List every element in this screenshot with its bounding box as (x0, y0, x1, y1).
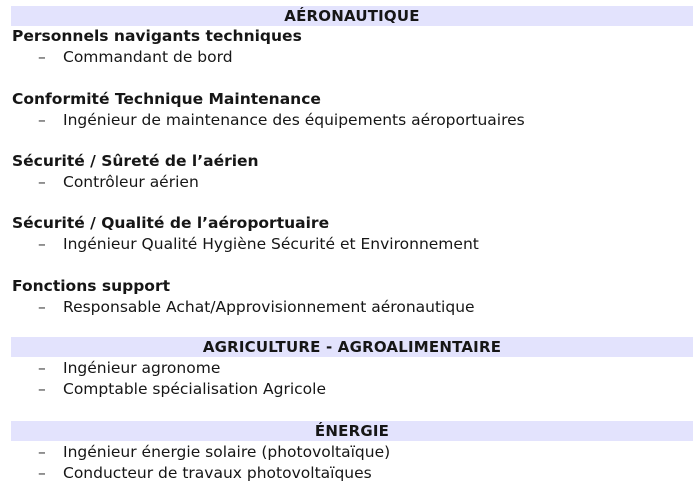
section-header-agriculture: AGRICULTURE - AGROALIMENTAIRE (11, 337, 693, 357)
section-header-energie: ÉNERGIE (11, 421, 693, 441)
list-item-label: Ingénieur Qualité Hygiène Sécurité et Environnement (63, 235, 479, 253)
list-item-label: Ingénieur énergie solaire (photovoltaïque) (63, 443, 391, 461)
list-item-label: Commandant de bord (63, 48, 233, 66)
bullet-dash: – (38, 443, 46, 461)
list-item (38, 379, 326, 399)
bullet-dash: – (38, 464, 46, 482)
bullet-dash: – (38, 48, 46, 66)
list-item-label: Contrôleur aérien (63, 173, 199, 191)
list-item (38, 47, 233, 67)
bullet-dash: – (38, 235, 46, 253)
list-item (38, 234, 479, 254)
bullet-dash: – (38, 359, 46, 377)
list-item-label: Conducteur de travaux photovoltaïques (63, 464, 372, 482)
list-item (38, 172, 199, 192)
list-item (38, 358, 220, 378)
group-heading-personnels-navigants: Personnels navigants techniques (12, 27, 302, 45)
section-header-aeronautique: AÉRONAUTIQUE (11, 6, 693, 26)
list-item (38, 463, 372, 483)
list-item-label: Responsable Achat/Approvisionnement aéronautique (63, 298, 475, 316)
bullet-dash: – (38, 380, 46, 398)
list-item-label: Ingénieur de maintenance des équipements aéroportuaires (63, 111, 525, 129)
bullet-dash: – (38, 298, 46, 316)
list-item (38, 442, 390, 462)
list-item (38, 297, 475, 317)
list-item-label: Ingénieur agronome (63, 359, 221, 377)
list-item (38, 110, 525, 130)
bullet-dash: – (38, 111, 46, 129)
group-heading-securite-qualite: Sécurité / Qualité de l’aéroportuaire (12, 214, 330, 232)
bullet-dash: – (38, 173, 46, 191)
group-heading-securite-surete: Sécurité / Sûreté de l’aérien (12, 152, 259, 170)
list-item-label: Comptable spécialisation Agricole (63, 380, 326, 398)
group-heading-conformite-technique: Conformité Technique Maintenance (12, 90, 321, 108)
group-heading-fonctions-support: Fonctions support (12, 277, 171, 295)
